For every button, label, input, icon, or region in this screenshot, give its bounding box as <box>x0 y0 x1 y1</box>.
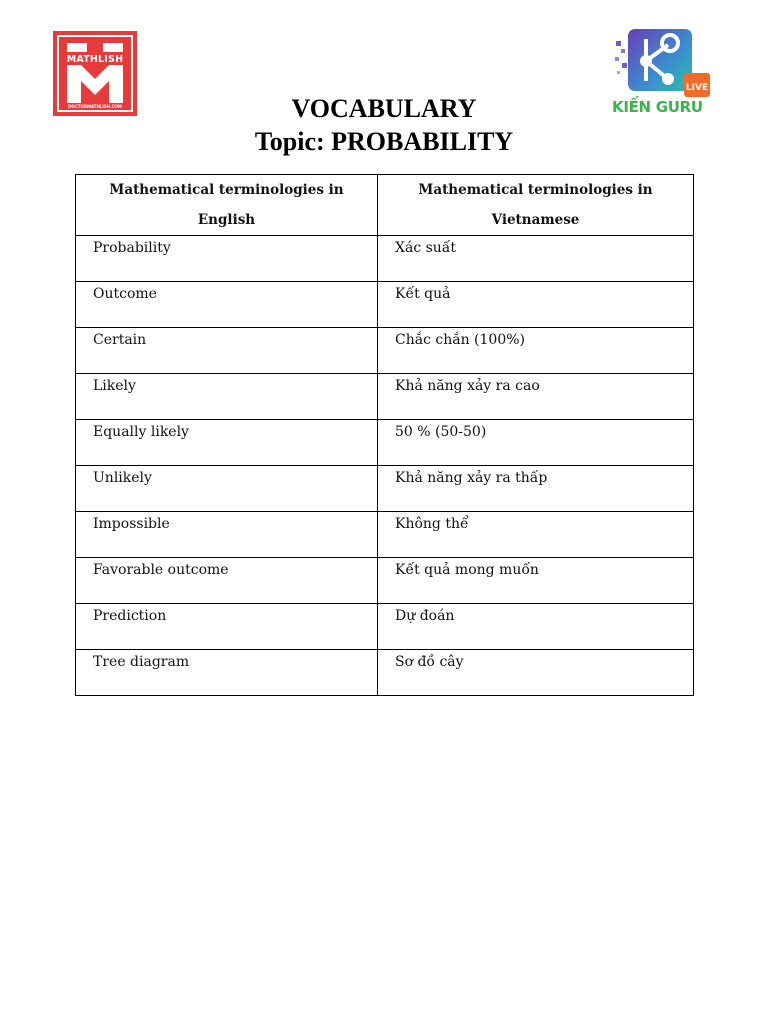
vocabulary-table <box>75 174 694 696</box>
term-vietnamese: Dự đoán <box>378 604 694 650</box>
term-vietnamese: Kết quả <box>378 282 694 328</box>
table-row <box>76 466 694 512</box>
term-english: Impossible <box>76 512 378 558</box>
title-vocabulary: VOCABULARY <box>291 94 477 123</box>
table-row <box>76 328 694 374</box>
mathlish-brand-text: MATHLISH <box>66 54 124 65</box>
table-row <box>76 236 694 282</box>
live-badge: LIVE <box>684 73 710 97</box>
table-row <box>76 282 694 328</box>
term-english: Likely <box>76 374 378 420</box>
term-vietnamese: 50 % (50-50) <box>378 420 694 466</box>
term-english: Outcome <box>76 282 378 328</box>
table-row <box>76 558 694 604</box>
term-english: Prediction <box>76 604 378 650</box>
table-header-row <box>76 175 694 236</box>
term-english: Unlikely <box>76 466 378 512</box>
page-title <box>0 92 768 158</box>
term-vietnamese: Khả năng xảy ra cao <box>378 374 694 420</box>
term-vietnamese: Khả năng xảy ra thấp <box>378 466 694 512</box>
term-english: Tree diagram <box>76 650 378 696</box>
term-english: Favorable outcome <box>76 558 378 604</box>
term-english: Probability <box>76 236 378 282</box>
title-topic: Topic: PROBABILITY <box>254 127 514 156</box>
table-row <box>76 374 694 420</box>
kien-guru-wordmark: KIẾN GURU <box>612 98 703 116</box>
term-vietnamese: Xác suất <box>378 236 694 282</box>
term-vietnamese: Chắc chắn (100%) <box>378 328 694 374</box>
header-english: Mathematical terminologies in English <box>76 175 378 236</box>
term-english: Certain <box>76 328 378 374</box>
table-row <box>76 512 694 558</box>
term-vietnamese: Kết quả mong muốn <box>378 558 694 604</box>
mathlish-url-text: DOCTORMATHLISH.COM <box>68 104 122 109</box>
table-row <box>76 650 694 696</box>
term-english: Equally likely <box>76 420 378 466</box>
term-vietnamese: Không thể <box>378 512 694 558</box>
table-row <box>76 420 694 466</box>
header-vietnamese: Mathematical terminologies in Vietnamese <box>378 175 694 236</box>
table-row <box>76 604 694 650</box>
term-vietnamese: Sơ đồ cây <box>378 650 694 696</box>
